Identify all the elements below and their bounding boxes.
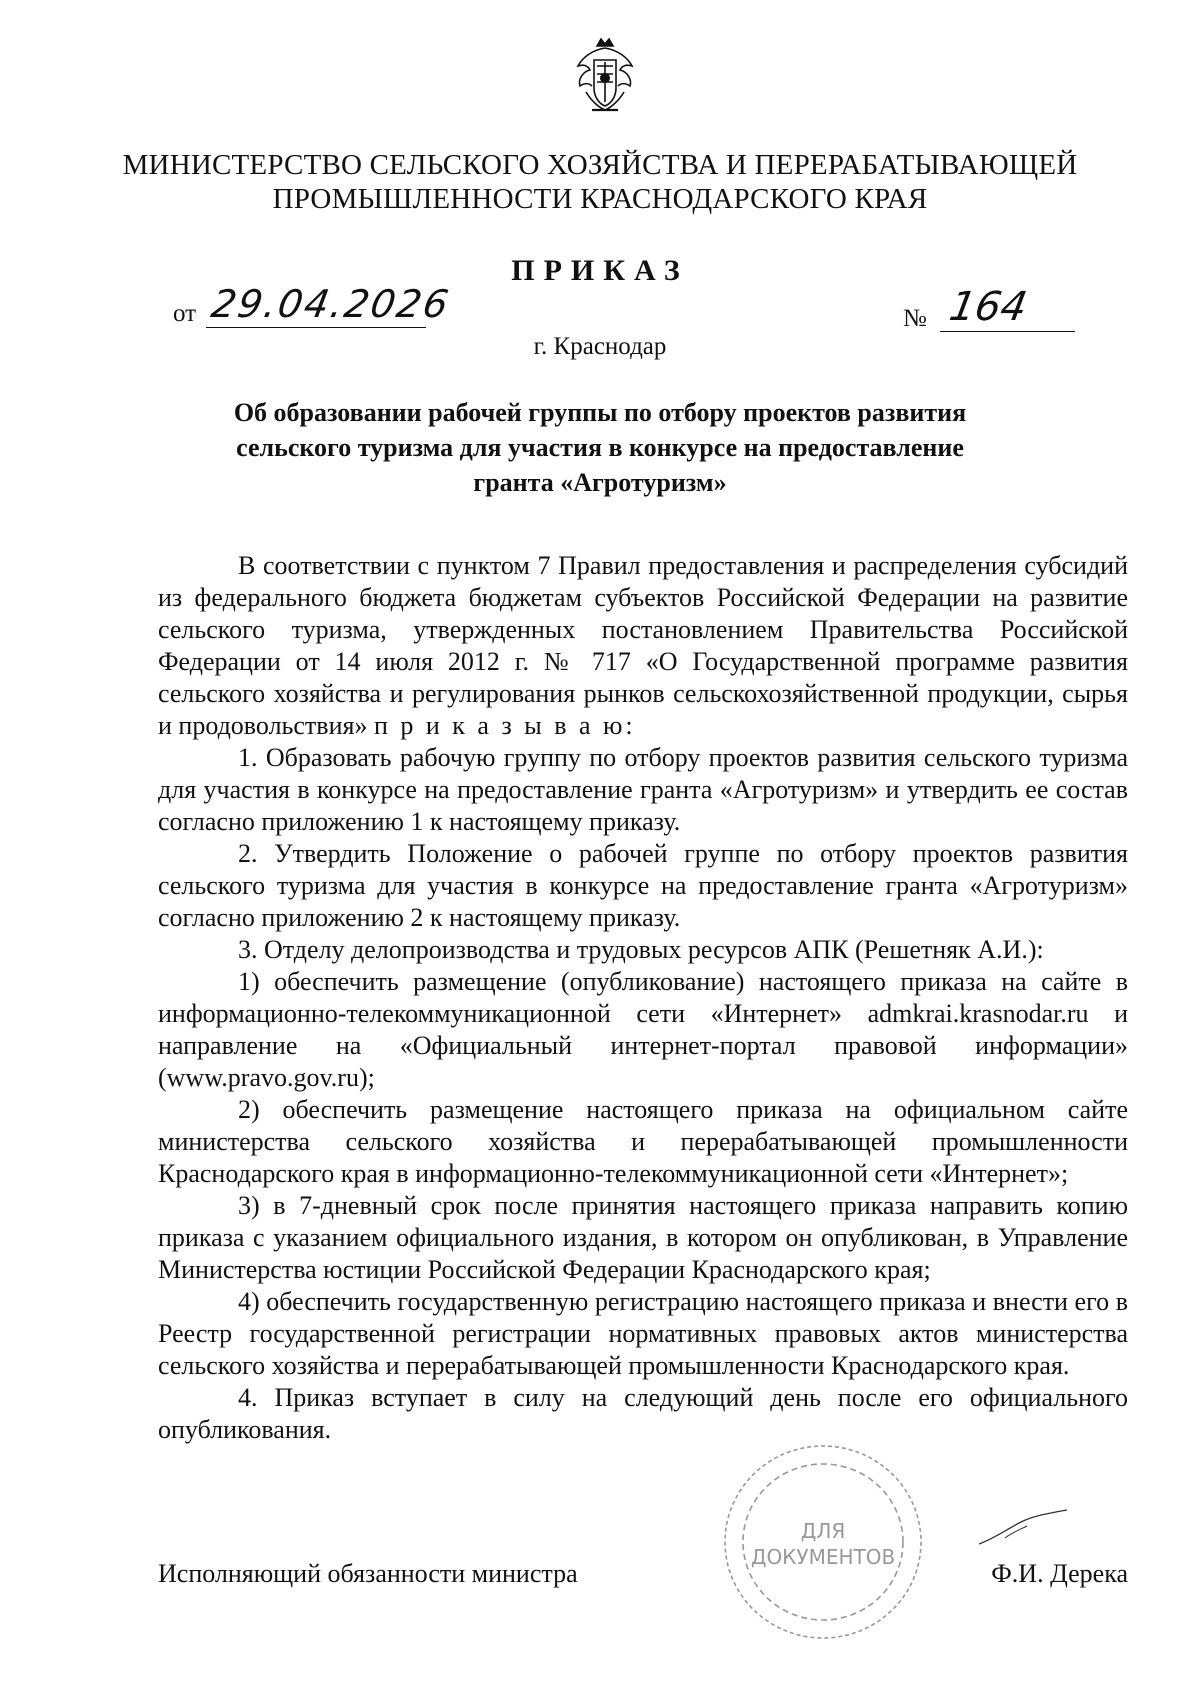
document-number: 164 <box>945 284 1031 330</box>
item-4: 4. Приказ вступает в силу на следующий день после его официального опубликования. <box>158 1383 1128 1444</box>
item-3-4: 4) обеспечить государственную регистрацию настоящего приказа и внести его в Реестр государственной регистрации нормативных правовых актов министерства сельского хозяйства и перерабатывающей промышленности Краснодарского края. <box>158 1287 1128 1380</box>
coat-of-arms-icon <box>572 36 638 116</box>
item-1: 1. Образовать рабочую группу по отбору проектов развития сельского туризма для участия в конкурсе на предоставление гранта «Агротуризм» и утвердить ее состав согласно приложению 1 к настоящему приказу. <box>158 743 1128 836</box>
item-3: 3. Отделу делопроизводства и трудовых ресурсов АПК (Решетняк А.И.): <box>238 935 1044 964</box>
document-type: ПРИКАЗ <box>511 254 689 287</box>
city: г. Краснодар <box>533 333 667 360</box>
document-body <box>158 550 1128 1446</box>
title-line-2: сельского туризма для участия в конкурсе на предоставление <box>236 433 964 462</box>
signatory-position: Исполняющий обязанности министра <box>158 1559 578 1588</box>
stamp-icon <box>718 1440 928 1645</box>
stamp-line-2: ДОКУМЕНТОВ <box>750 1545 896 1569</box>
item-3-3: 3) в 7-дневный срок после принятия настоящего приказа направить копию приказа с указанием официального издания, в котором он опубликован, в Управление Министерства юстиции Российской Федерации Краснодарского края; <box>158 1191 1128 1284</box>
item-3-1: 1) обеспечить размещение (опубликование) настоящего приказа на сайте в информационно-телекоммуникационной сети «Интернет» admkrai.krasnodar.ru и направление на «Официальный интернет-портал правовой информации» (www.pravo.gov.ru); <box>158 967 1128 1092</box>
document-title <box>150 395 1050 500</box>
date-prefix: от <box>173 300 197 327</box>
intro-paragraph <box>158 550 1128 742</box>
number-underline <box>940 331 1075 332</box>
handwritten-signature-icon <box>975 1508 1075 1548</box>
order-word: п р и к а з ы в а ю: <box>373 711 636 740</box>
item-3-2: 2) обеспечить размещение настоящего приказа на официальном сайте министерства сельского хозяйства и перерабатывающей промышленности Краснодарского края в информационно-телекоммуникационной сети «Интернет»; <box>158 1095 1128 1188</box>
document-date: 29.04.2026 <box>208 282 454 326</box>
ministry-name <box>100 148 1100 216</box>
ministry-line-1: МИНИСТЕРСТВО СЕЛЬСКОГО ХОЗЯЙСТВА И ПЕРЕРАБАТЫВАЮЩЕЙ <box>122 149 1078 181</box>
title-line-1: Об образовании рабочей группы по отбору проектов развития <box>233 398 967 427</box>
intro-text: В соответствии с пунктом 7 Правил предоставления и распределения субсидий из федерального бюджета бюджетам субъектов Российской Федерации на развитие сельского туризма, утвержденных постановлением Правительства Российской Федерации от 14 июля 2012 г. № 717 «О Государственной программе развития сельского хозяйства и регулирования рынков сельскохозяйственной продукции, сырья и продовольствия» <box>158 551 1128 740</box>
item-2: 2. Утвердить Положение о рабочей группе по отбору проектов развития сельского туризма для участия в конкурсе на предоставление гранта «Агротуризм» согласно приложению 2 к настоящему приказу. <box>158 839 1128 932</box>
title-line-3: гранта «Агротуризм» <box>473 468 727 497</box>
stamp-line-1: ДЛЯ <box>800 1519 846 1543</box>
date-underline <box>206 327 426 328</box>
number-sign: № <box>903 305 927 332</box>
signatory-name: Ф.И. Дерека <box>991 1559 1128 1588</box>
ministry-line-2: ПРОМЫШЛЕННОСТИ КРАСНОДАРСКОГО КРАЯ <box>272 183 928 215</box>
